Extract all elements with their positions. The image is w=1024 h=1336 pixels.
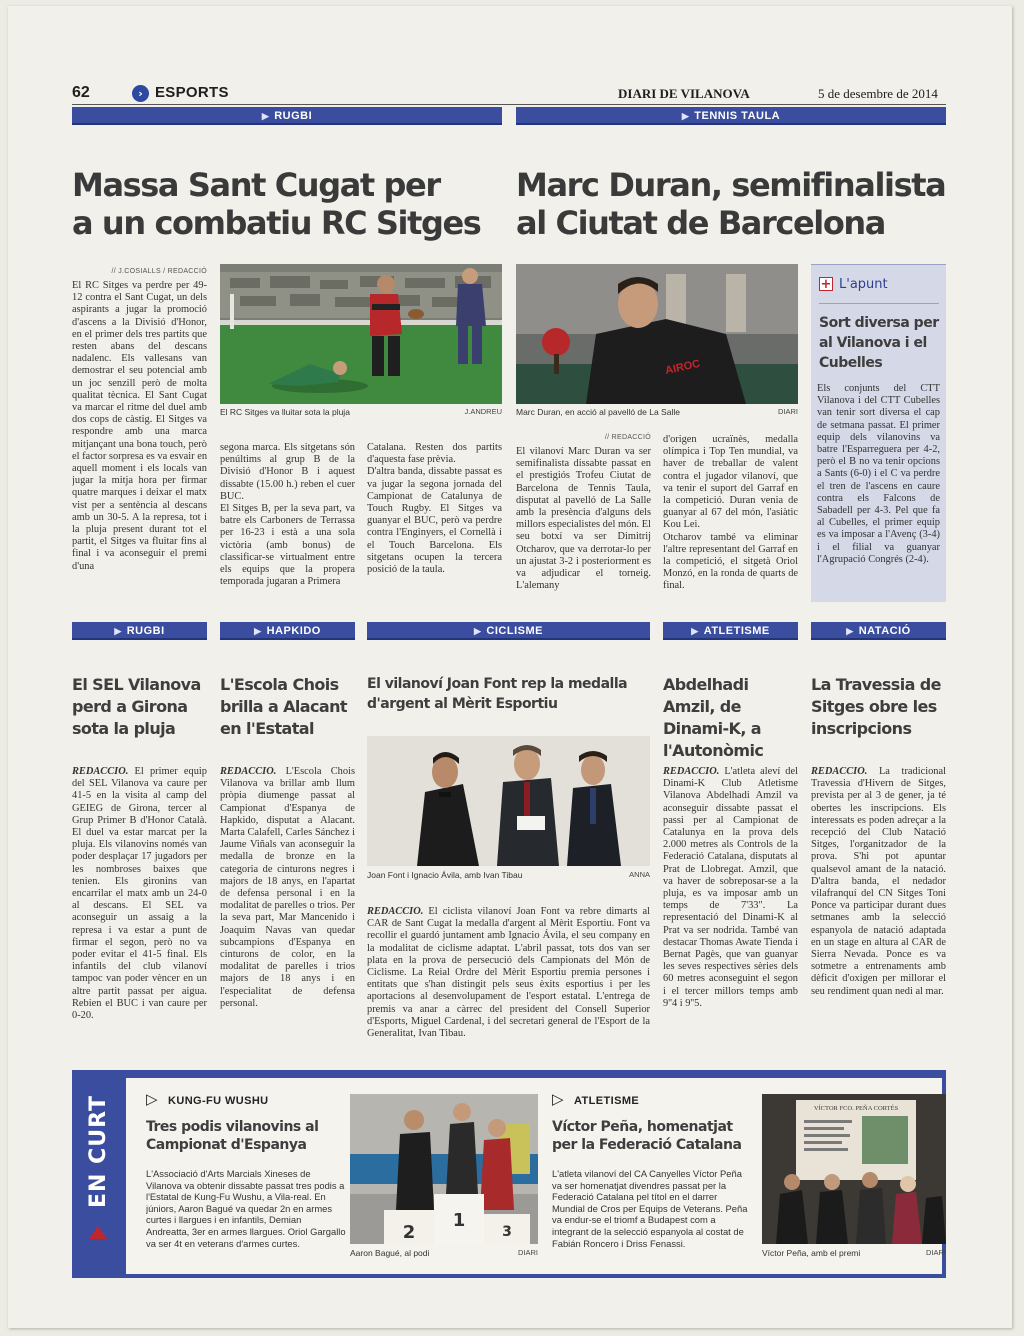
triangle-icon: ▶	[846, 626, 854, 636]
article-column-3: Catalana. Resten dos partits d'aquesta fase prèvia. D'altra banda, dissabte passat es va jugar la segona jornada del Campionat de Catalunya de Touch Rugby. El Sitges va guanyar el BUC, però va perdre contra l'Enginyers, el Cornellà i el Touch Barcelona. Els sitgetans ocupen la tercera posició de la taula.	[367, 442, 502, 576]
triangle-icon: ▶	[261, 111, 270, 121]
article-text: El primer equip del SEL Vilanova va caure per 41-5 en la visita al camp del GEIEG de Girona, tercer al Grup Primer B d'Honor Català. El duel va estar marcat per la pluja. Els vilanovins només van poder desplaçar 17 jugadors per les nombroses baixes que tenien. Els gironins van encarrilar el matx amb un 24-0 al descans. El SEL va aconseguir un assaig a la represa i va estar a punt de firmar el segon, però no va poder evitar el 41-5 final. Els infantils del club vilanoví tampoc van poder vèncer en un altre partit passat per aigua. Rebien el BUC i van caure per 0-20.	[72, 766, 207, 1022]
headline-victor-pena: Víctor Peña, homenatjat per la Federació Catalana	[552, 1119, 742, 1153]
podium-number: 3	[502, 1224, 512, 1240]
apunt-box	[811, 264, 946, 602]
headline-abdelhadi-amzil: Abdelhadi Amzil, de Dinami-K, a l'Autonòmic	[663, 675, 764, 760]
triangle-icon: ▶	[114, 626, 122, 636]
kicker: REDACCIÓ.	[367, 906, 424, 917]
section-bar-label: NATACIÓ	[858, 625, 911, 637]
podium-photo	[350, 1094, 538, 1244]
en-curt-section-kungfu: KUNG-FU WUSHU	[168, 1095, 269, 1107]
article-tres-podis: L'Associació d'Arts Marcials Xineses de Vilanova va obtenir dissabte passat tres podis a l'Estatal de Kung-Fu Wushu, a Vila-real. En júniors, Aaron Bagué va quedar 2n en armes curtes i llargues i en infantils, Demian Andreatta, 3er en armes llargues. Oriol Gargallo va ser 4t en veterans d'armes curtes.	[146, 1168, 346, 1249]
headline-line: Marc Duran, semifinalista	[516, 166, 946, 204]
article-column-1: El RC Sitges va perdre per 49-12 contra el Sant Cugat, un dels aspirants a jugar la promoció d'ascens a la Divisió d'Honor, en el primer dels tres partits que resten abans del descans nadalenc. Els vallesans van demostrar el seu potencial amb un joc senzill però de molta qualitat tècnica. El Sant Cugat va marcar el ritme del duel amb dos cops de càstig. El Sitges va respondre amb una marca mitjançant una bona touch, però el factor sorpresa es va esvair en aquell moment i els locals van jugar la mitja hora per firmar quatre marques i deixar el matx vist per a sentència al descans amb un 30-5. A la represa, tot i la pluja present durant tot el partit, el Sitges va fluitar fins al final i va aconseguir el premi d'una	[72, 280, 207, 572]
article-victor-pena: L'atleta vilanoví del CA Canyelles Víctor Peña va ser homenatjat divendres passat per la Federació Catalana pel títol en el darrer Mundial de Cros per Equips de Veterans. Peña va endur-se el triomf a Budapest com a integrant de la selecció espanyola al costat de Fabián Roncero i Driss Fenassi.	[552, 1168, 748, 1249]
apunt-label: L'apunt	[839, 277, 888, 292]
article-text: El ciclista vilanoví Joan Font va rebre dimarts al CAR de Sant Cugat la medalla d'argent al Mèrit Esportiu. Font va recollir el guardó juntament amb Ignacio Ávila, el seu company en la modalitat de ciclisme adaptat. L'abril passat, tots dos van ser plata en la prova de persecució dels Campionats del Món de Ciclisme. La Reial Ordre del Mèrit Esportiu premia persones i entitats que s'han distingit pels seus èxits esportius i per les aportacions al desenvolupament de l'esport estatal. L'entrega de premis va anar a càrrec del president del Consell Superior d'Esports, Miguel Cardenal, i del secretari general de l'Esport de la Generalitat, Ivan Tibau.	[367, 906, 650, 1040]
screen-title: VÍCTOR FCO. PEÑA CORTÉS	[813, 1105, 899, 1112]
outline-triangle-icon: ▷	[552, 1090, 564, 1108]
photo-credit: DIARI	[925, 1248, 946, 1257]
rugby-photo	[220, 264, 502, 404]
apunt-header	[819, 277, 888, 292]
headline-line: Massa Sant Cugat per	[72, 166, 440, 204]
article-escola-chois	[220, 766, 355, 1056]
en-curt-label: EN CURT	[86, 1094, 111, 1208]
section-bar-label: RUGBI	[274, 110, 313, 122]
article-column-2: d'origen ucraïnès, medalla olímpica i Top Ten mundial, va haver de treballar de valent contra el jugador vilanoví, que va tenir el suport del Garraf en la competició. Duran venia de guanyar al 67 del món, l'asiàtic Kou Lei. Otcharov també va eliminar l'altre representant del Garraf en la competició, el sitgetà Oriol Monzó, en la ronda de quarts de final.	[663, 434, 798, 592]
section-bar-rugbi	[72, 622, 207, 640]
apunt-body: Els conjunts del CTT Vilanova i del CTT Cubelles van tenir sort diversa el cap de setmana passat. El primer equip dels vilanovins va batre l'Esparreguera per 4-2, però el B no va tenir opcions a Sants (6-0) i el C va perdre el tren de l'ascens en caure contra els Falcons de Sabadell per 4-3. Pel que fa al Cubelles, el primer equip es va imposar a l'Avenç (3-4) i el filial va guanyar l'Agrupació Congrés (2-4).	[817, 383, 940, 565]
section-name: ESPORTS	[155, 84, 229, 101]
headline-sel-vilanova: El SEL Vilanova perd a Girona sota la pluja	[72, 675, 201, 738]
section-bar-label: HAPKIDO	[266, 625, 321, 637]
award-photo	[367, 736, 650, 866]
kicker: REDACCIÓ.	[72, 766, 129, 777]
photo-caption: El RC Sitges va lluitar sota la pluja	[220, 407, 350, 417]
header-rule	[72, 104, 946, 105]
section-bar-label: ATLETISME	[703, 625, 770, 637]
headline-travessia-sitges: La Travessia de Sitges obre les inscripcions	[811, 675, 941, 738]
section-bar-ciclisme	[367, 622, 650, 640]
photo-caption: Marc Duran, en acció al pavelló de La Salle	[516, 407, 680, 417]
photo-caption: Joan Font i Ignacio Ávila, amb Ivan Tibau	[367, 870, 523, 880]
issue-date: 5 de desembre de 2014	[818, 86, 938, 101]
photo-caption: Víctor Peña, amb el premi	[762, 1248, 861, 1258]
article-column-2: segona marca. Els sitgetans són penúltims al grup B de la Divisió d'Honor B i aquest dissabte (15.00 h.) reben el cuer BUC. El Sitges B, per la seva part, va batre els Carboners de Terrassa per 16-23 i està a una sola victòria (amb bonus) de classificar-se virtualment entre els equips que la propera temporada jugaran a Primera	[220, 442, 355, 588]
headline-joan-font: El vilanoví Joan Font rep la medalla d'argent al Mèrit Esportiu	[367, 676, 628, 712]
red-cross-icon: +	[820, 277, 832, 292]
masthead: DIARI DE VILANOVA	[618, 86, 750, 101]
section-bar-tennis-taula	[516, 107, 946, 125]
headline-rugbi-sitges	[72, 166, 512, 242]
section-bar-label: RUGBI	[126, 625, 165, 637]
apunt-divider	[819, 303, 939, 304]
article-sel-vilanova	[72, 766, 207, 1056]
article-joan-font	[367, 906, 650, 1056]
article-column-1: El vilanoví Marc Duran va ser semifinalista dissabte passat en el prestigiós Trofeu Ciutat de Barcelona de Tennis Taula, disputat al pavelló de La Salle amb la presència d'alguns dels millors especialistes del món. El seu botxí va ser Dimitrij Otcharov, que va derrotar-lo per un ajustat 3-2 i posteriorment es va adjudicar el torneig. L'alemany	[516, 446, 651, 592]
article-text: La tradicional Travessia d'Hivern de Sitges, prevista per al 3 de gener, ja té obertes les inscripcions. Els interessats es poden adreçar a la recepció del Club Natació Sitges, l'organitzador de la prova. S'hi pot apuntar qualsevol amant de la natació. D'altra banda, el nedador vilafranquí del CN Sitges Toni Ponce va participar durant dues setmanes amb la selecció espanyola de natació adaptada en un stage en altura al CAR de Sierra Nevada. Ponce es va sotmetre a entrenaments amb dèficit d'oxigen per millorar el seu rendiment quan nedi al mar.	[811, 766, 946, 997]
triangle-icon: ▶	[474, 626, 482, 636]
article-text: L'Escola Chois Vilanova va brillar amb llum pròpia diumenge passat al Campionat d'Espanya de Hapkido, disputat a Alacant. Marta Calafell, Carles Sánchez i Jaume Viñals van aconseguir la medalla de bronze en la categoria de cinturons negres i majors de 18 anys, en l'apartat de defensa personal i en la modalitat de parelles o trios. Per la seva part, Mar Mancenido i Joaquim Navas van quedar subcampions d'Espanya en cinturons de color, en la modalitat de parelles i trios majors de 18 anys i en l'especialitat de defensa personal.	[220, 766, 355, 1009]
triangle-icon: ▶	[681, 111, 690, 121]
photo-caption: Aaron Bagué, al podi	[350, 1248, 430, 1258]
byline: // J.COSIALLS / REDACCIÓ	[111, 268, 207, 275]
section-arrow-icon: ›	[132, 85, 149, 102]
photo-credit: ANNA	[629, 870, 650, 879]
headline-line: a un combatiu RC Sitges	[72, 204, 481, 242]
en-curt-section-atletisme: ATLETISME	[574, 1095, 640, 1107]
article-travessia-sitges	[811, 766, 946, 1056]
table-tennis-photo	[516, 264, 798, 404]
section-bar-atletisme	[663, 622, 798, 640]
kicker: REDACCIÓ.	[220, 766, 277, 777]
page-number: 62	[72, 84, 90, 101]
kicker: REDACCIÓ.	[663, 766, 720, 777]
triangle-icon: ▶	[254, 626, 262, 636]
table-tennis-illustration	[516, 264, 798, 404]
homage-photo	[762, 1094, 946, 1244]
podium-number: 2	[402, 1222, 416, 1243]
section-bar-natacio	[811, 622, 946, 640]
byline: // REDACCIÓ	[604, 434, 651, 441]
triangle-icon: ▶	[691, 626, 699, 636]
award-photo-illustration	[367, 736, 650, 866]
article-text: L'atleta aleví del Dinami-K Club Atletisme Vilanova Abdelhadi Amzil va aconseguir dissabte passat el passi per al Campionat de Catalunya en la prova dels 2.000 metres als Controls de la Federació Catalana, disputats al Prat de Llobregat. Amzil, que va haver de sobreposar-se a la pluja, es va imposar amb un temps de 7'33". La representació del Dinami-K al Prat va ser nodrida. També van destacar Thomas Awate Tienda i Bernat Pagès, que van guanyar les seves respectives sèries dels 60 metres aconseguint el segon i el tercer millors temps amb 9''4 i 9''5.	[663, 766, 798, 1009]
article-abdelhadi-amzil	[663, 766, 798, 1056]
photo-credit: DIARI	[517, 1248, 538, 1257]
homage-illustration	[762, 1094, 946, 1244]
outline-triangle-icon: ▷	[146, 1090, 158, 1108]
headline-escola-chois: L'Escola Chois brilla a Alacant en l'Estatal	[220, 675, 347, 738]
headline-line: al Ciutat de Barcelona	[516, 204, 885, 242]
podium-number: 1	[452, 1210, 466, 1231]
rugby-photo-illustration	[220, 264, 502, 404]
section-bar-label: TENNIS TAULA	[694, 110, 781, 122]
photo-credit: DIARI	[777, 407, 798, 416]
podium-illustration	[350, 1094, 538, 1244]
section-bar-hapkido	[220, 622, 355, 640]
headline-marc-duran	[516, 166, 956, 242]
kicker: REDACCIÓ.	[811, 766, 868, 777]
section-bar-rugbi	[72, 107, 502, 125]
shirt-sponsor-text: AIROC	[664, 357, 702, 377]
newspaper-page	[8, 6, 1012, 1328]
headline-tres-podis: Tres podis vilanovins al Campionat d'Espanya	[146, 1119, 319, 1153]
apunt-headline: Sort diversa per al Vilanova i el Cubelles	[819, 315, 939, 371]
photo-credit: J.ANDREU	[464, 407, 502, 416]
red-triangle-icon	[89, 1226, 107, 1239]
section-bar-label: CICLISME	[486, 625, 543, 637]
